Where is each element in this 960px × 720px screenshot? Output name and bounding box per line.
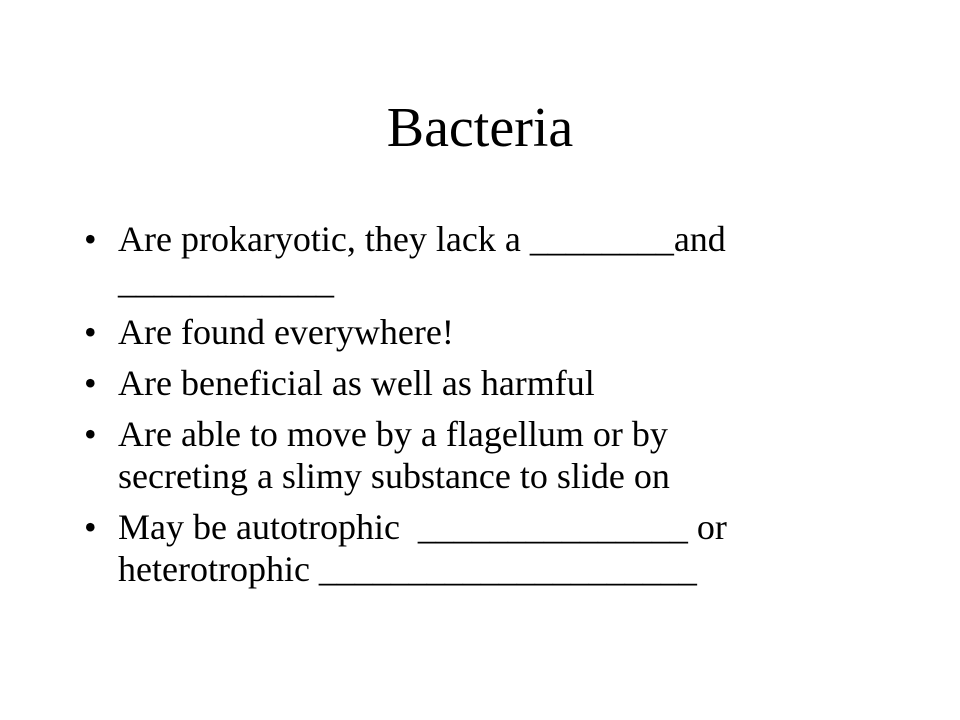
- bullet-text-line: May be autotrophic _______________ or: [118, 507, 727, 547]
- bullet-text-line: Are beneficial as well as harmful: [118, 363, 595, 403]
- slide-title: Bacteria: [386, 97, 574, 159]
- bullet-text-line: Are prokaryotic, they lack a ________and: [118, 219, 726, 259]
- bullet-text-line: heterotrophic _____________________: [118, 549, 697, 589]
- bullet-text-line: Are found everywhere!: [118, 312, 454, 352]
- bullet-point-icon: •: [84, 507, 97, 547]
- bullet-point-icon: •: [84, 363, 97, 403]
- bullet-item: [84, 218, 884, 302]
- bullet-text-line: Are able to move by a flagellum or by: [118, 414, 668, 454]
- bullet-item: [84, 362, 884, 404]
- bullet-item: [84, 311, 884, 353]
- bullet-item: [84, 506, 884, 590]
- blank-line: ____________: [118, 261, 334, 301]
- bullet-list: [84, 218, 884, 599]
- bullet-text-line: secreting a slimy substance to slide on: [118, 456, 670, 496]
- bullet-point-icon: •: [84, 219, 97, 259]
- bullet-point-icon: •: [84, 414, 97, 454]
- bullet-item: [84, 413, 884, 497]
- bullet-point-icon: •: [84, 312, 97, 352]
